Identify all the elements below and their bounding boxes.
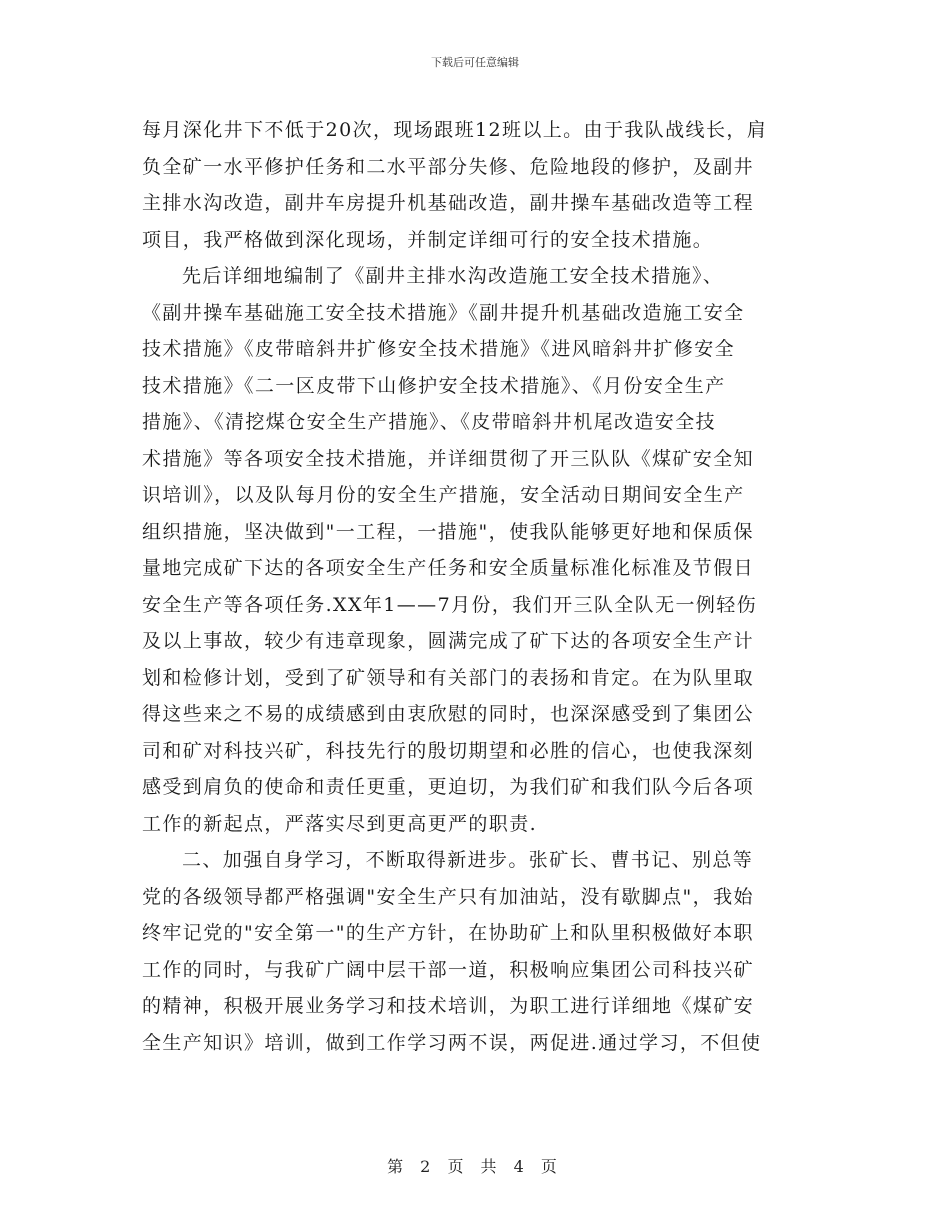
body-line: 全生产知识》培训，做到工作学习两不误，两促进.通过学习，不但使 xyxy=(142,1031,762,1054)
page-number-footer: 第 2 页 共 4 页 xyxy=(387,1157,563,1176)
body-line: 识培训》，以及队每月份的安全生产措施，安全活动日期间安全生产 xyxy=(142,484,745,506)
body-line: 措施》、《清挖煤仓安全生产措施》、《皮带暗斜井机尾改造安全技 xyxy=(142,411,717,433)
body-line: 及以上事故，较少有违章现象，圆满完成了矿下达的各项安全生产计 xyxy=(142,630,755,652)
body-line: 负全矿一水平修护任务和二水平部分失修、危险地段的修护，及副井 xyxy=(142,155,755,178)
body-line: 划和检修计划，受到了矿领导和有关部门的表扬和肯定。在为队里取 xyxy=(142,666,755,689)
paragraph-start-line: 先后详细地编制了《副井主排水沟改造施工安全技术措施》、 xyxy=(182,265,724,287)
body-line: 工作的新起点，严落实尽到更高更严的职责. xyxy=(142,812,538,835)
body-line: 技术措施》《二一区皮带下山修护安全技术措施》、《月份安全生产 xyxy=(142,374,726,397)
paragraph-start-line: 二、加强自身学习，不断取得新进步。张矿长、曹书记、别总等 xyxy=(182,849,754,871)
body-line: 主排水沟改造，副井车房提升机基础改造，副井操车基础改造等工程 xyxy=(142,192,755,214)
body-line: 技术措施》《皮带暗斜井扩修安全技术措施》《进风暗斜井扩修安全 xyxy=(142,338,736,360)
body-line: 感受到肩负的使命和责任更重，更迫切，为我们矿和我们队今后各项 xyxy=(142,776,755,798)
body-line: 组织措施，坚决做到"一工程，一措施"，使我队能够更好地和保质保 xyxy=(142,520,754,543)
body-line: 量地完成矿下达的各项安全生产任务和安全质量标准化标准及节假日 xyxy=(142,557,755,579)
body-line: 司和矿对科技兴矿，科技先行的殷切期望和必胜的信心，也使我深刻 xyxy=(142,739,755,762)
document-body xyxy=(142,112,802,1061)
body-line: 党的各级领导都严格强调"安全生产只有加油站，没有歇脚点"，我始 xyxy=(142,885,754,908)
body-line: 术措施》等各项安全技术措施，并详细贯彻了开三队队《煤矿安全知 xyxy=(142,447,755,470)
body-line: 每月深化井下不低于20次，现场跟班12班以上。由于我队战线长，肩 xyxy=(142,119,768,141)
body-line: 《副井操车基础施工安全技术措施》《副井提升机基础改造施工安全 xyxy=(142,301,745,324)
body-line: 安全生产等各项任务.XX年1——7月份，我们开三队全队无一例轻伤 xyxy=(142,593,758,616)
body-line: 工作的同时，与我矿广阔中层干部一道，积极响应集团公司科技兴矿 xyxy=(142,958,755,981)
page-header: 下载后可任意编辑 xyxy=(431,56,519,69)
body-line: 的精神，积极开展业务学习和技术培训，为职工进行详细地《煤矿安 xyxy=(142,995,755,1017)
body-line: 得这些来之不易的成绩感到由衷欣慰的同时，也深深感受到了集团公 xyxy=(142,703,755,725)
body-line: 项目，我严格做到深化现场，并制定详细可行的安全技术措施。 xyxy=(142,228,714,251)
body-line: 终牢记党的"安全第一"的生产方针，在协助矿上和队里积极做好本职 xyxy=(142,922,754,944)
